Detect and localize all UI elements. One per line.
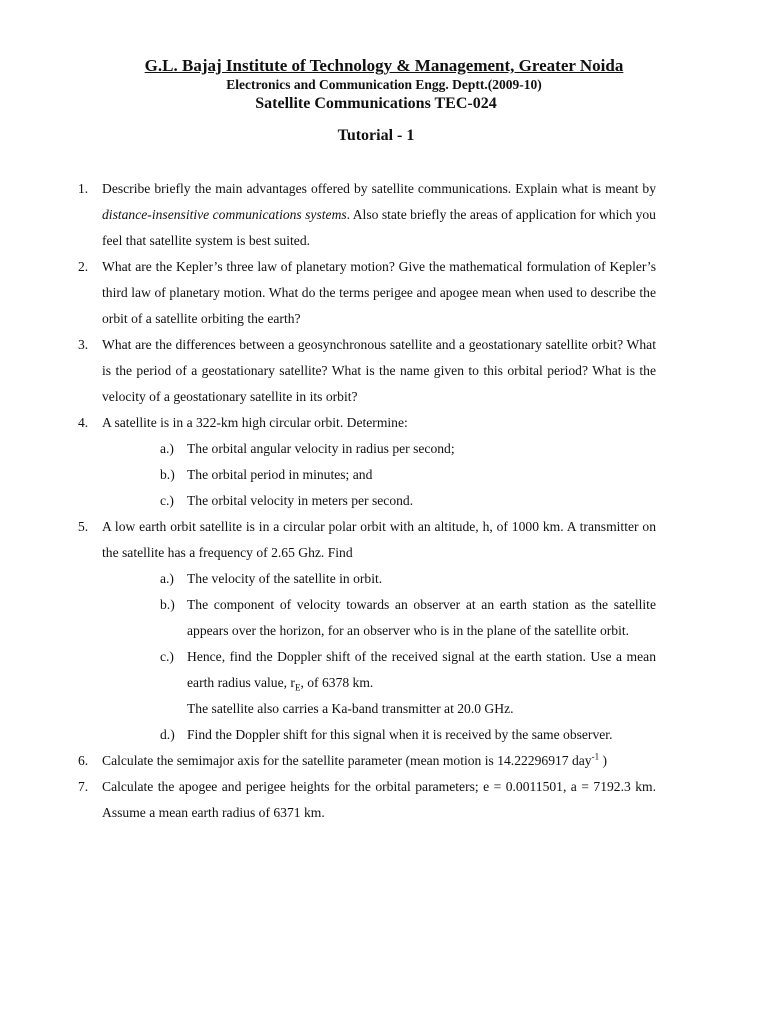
question-number: 3. [78,337,89,352]
emphasized-term: distance-insensitive communications systems [102,207,347,222]
tutorial-title: Tutorial - 1 [337,127,415,144]
sub-question-5b [160,592,656,644]
question-text-end: ) [599,753,608,768]
superscript: -1 [591,751,600,762]
question-text: Calculate the apogee and perigee heights for the orbital parameters; e = 0.0011501, a = 7192.3 km. Assume a mean earth radius of 6371 km. [102,779,656,820]
sub-text: The velocity of the satellite in orbit. [187,571,383,586]
ka-band-note: The satellite also carries a Ka-band transmitter at 20.0 GHz. [187,701,514,716]
question-7 [78,774,656,826]
institute-title: G.L. Bajaj Institute of Technology & Management, Greater Noida [144,56,624,75]
sub-question-5d [160,722,656,748]
question-number: 4. [78,415,89,430]
sub-label: c.) [160,649,174,664]
sub-text: The orbital period in minutes; and [187,467,373,482]
sub-question-4c [160,488,656,514]
sub-label: b.) [160,597,175,612]
sub-text-end: , of 6378 km. [300,675,374,690]
sub-question-5c [160,644,656,696]
question-2 [78,254,656,332]
sub-text: Find the Doppler shift for this signal when it is received by the same observer. [187,727,613,742]
sub-label: d.) [160,727,175,742]
sub-question-4a [160,436,656,462]
question-text [102,176,656,254]
sub-text: The orbital velocity in meters per second. [187,493,414,508]
question-number: 6. [78,753,89,768]
sub-text: The orbital angular velocity in radius per second; [187,441,455,456]
question-3 [78,332,656,410]
question-text-start: Describe briefly the main advantages offered by satellite communications. Explain what is meant by [102,181,656,196]
document-header [0,56,768,146]
sub-question-4b [160,462,656,488]
question-text: A low earth orbit satellite is in a circular polar orbit with an altitude, h, of 1000 km. A transmitter on the satellite has a frequency of 2.65 Ghz. Find [102,519,656,560]
question-text-end: . Also state briefly the areas of application for which you feel that satellite system is best suited. [102,207,656,248]
question-6 [78,748,656,774]
department-line: Electronics and Communication Engg. Deptt.(2009-10) [226,77,542,92]
sub-question-5a [160,566,656,592]
sub-text: The component of velocity towards an observer at an earth station as the satellite appears over the horizon, for an observer who is in the plane of the satellite orbit. [187,597,656,638]
question-text [102,748,656,774]
sub-label: a.) [160,441,174,456]
question-text: What are the Kepler’s three law of planetary motion? Give the mathematical formulation of Kepler’s third law of planetary motion. What do the terms perigee and apogee mean when used to describe the orbit of a satellite orbiting the earth? [102,259,656,326]
question-text: What are the differences between a geosynchronous satellite and a geostationary satellite orbit? What is the period of a geostationary satellite? What is the name given to this orbital period? What is the velocity of a geostationary satellite in its orbit? [102,337,656,404]
question-5 [78,514,656,566]
question-list [78,176,656,826]
sub-label: a.) [160,571,174,586]
question-text-start: Calculate the semimajor axis for the satellite parameter (mean motion is 14.22296917 day [102,753,592,768]
question-1 [78,176,656,254]
question-number: 7. [78,779,89,794]
question-number: 2. [78,259,89,274]
question-4 [78,410,656,436]
sub-text-start: Hence, find the Doppler shift of the received signal at the earth station. Use a mean earth radius value, r [187,649,656,690]
question-number: 5. [78,519,89,534]
sub-label: c.) [160,493,174,508]
course-title: Satellite Communications TEC-024 [255,95,497,112]
question-text: A satellite is in a 322-km high circular orbit. Determine: [102,415,408,430]
subscript: E [294,682,301,693]
sub-text [187,644,656,696]
sub-label: b.) [160,467,175,482]
question-number: 1. [78,181,89,196]
